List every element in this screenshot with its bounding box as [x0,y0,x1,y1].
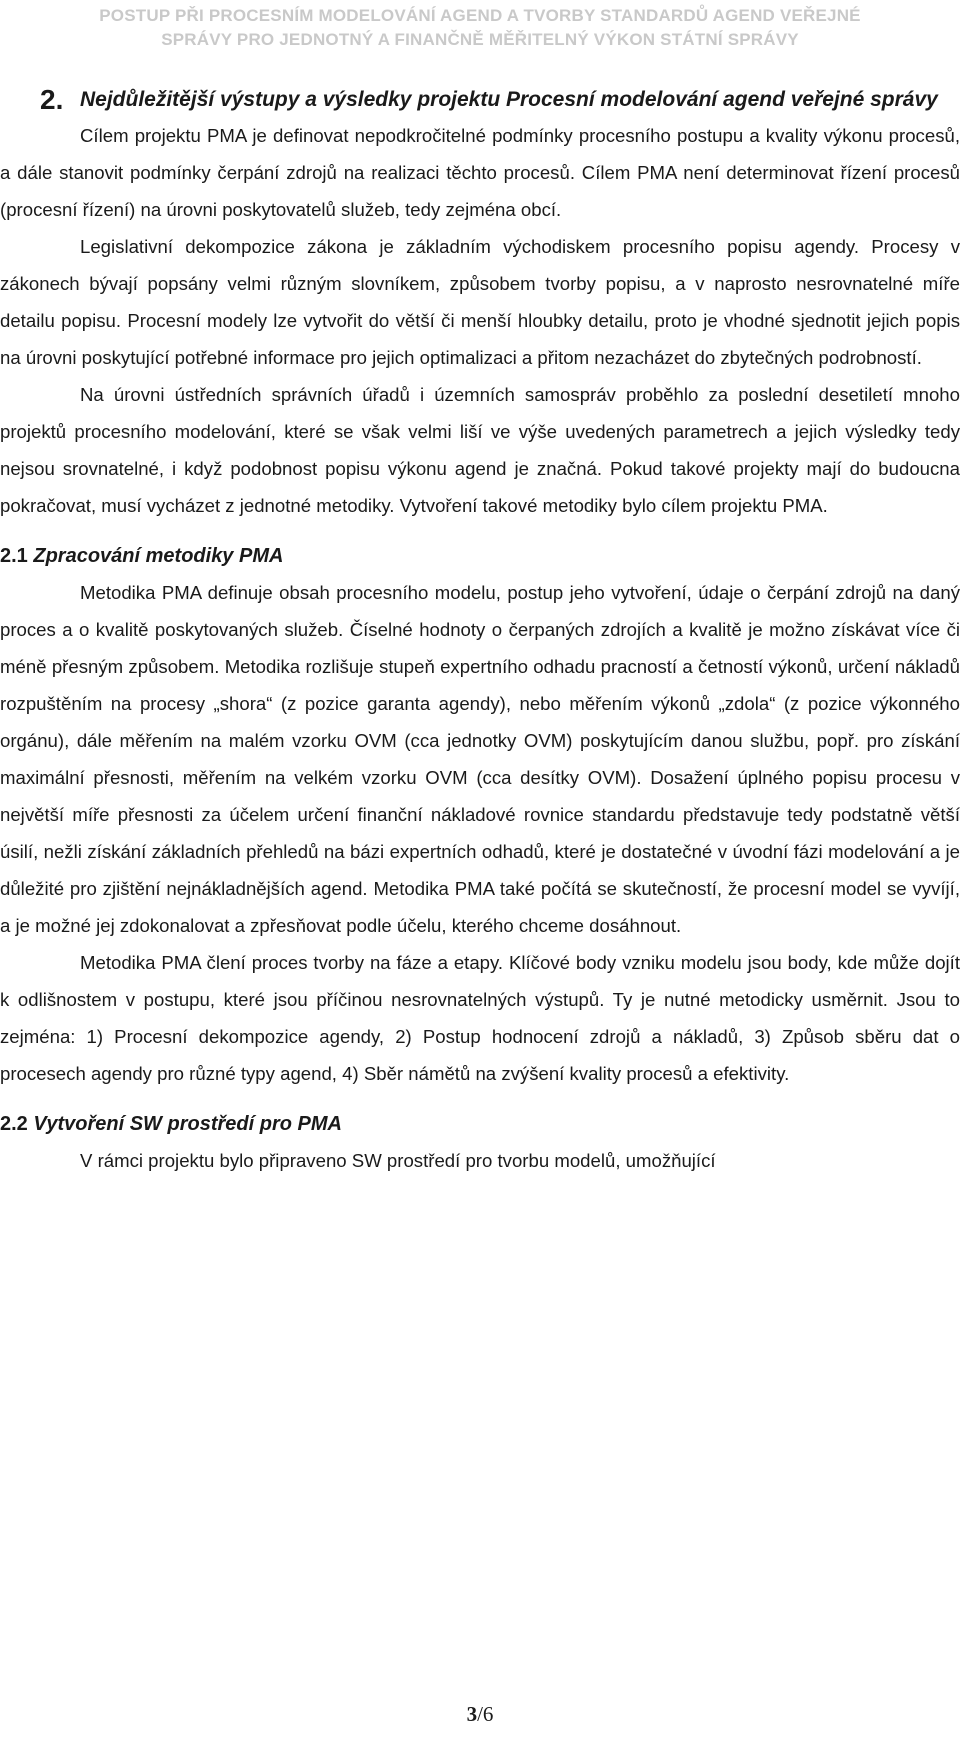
section-2-paragraph-3: Na úrovni ústředních správních úřadů i územních samospráv proběhlo za poslední desetiletí mnoho projektů procesního modelování, které se však velmi liší ve výše uvedených parametrech a jejich výsledky tedy nejsou srovnatelné, i když podobnost popisu výkonu agend je značná. Pokud takové projekty mají do budoucna pokračovat, musí vycházet z jednotné metodiky. Vytvoření takové metodiky bylo cílem projektu PMA. [0,384,960,516]
section-2-1-paragraph-1: Metodika PMA definuje obsah procesního modelu, postup jeho vytvoření, údaje o čerpání zdrojů na daný proces a o kvalitě poskytovaných služeb. Číselné hodnoty o čerpaných zdrojích a kvalitě je možno získávat více či méně přesným způsobem. Metodika rozlišuje stupeň expertního odhadu pracností a četností výkonů, určení nákladů rozpuštěním na procesy „shora“ (z pozice garanta agendy), nebo měřením výkonů „zdola“ (z pozice výkonného orgánu), dále měřením na malém vzorku OVM (cca jednotky OVM) poskytujícím danou službu, popř. pro získání maximální přesnosti, měřením na velkém vzorku OVM (cca desítky OVM). Dosažení úplného popisu procesu v největší míře přesnosti za účelem určení finanční nákladové rovnice standardu představuje tedy podstatně větší úsilí, nežli získání základních přehledů na bázi expertních odhadů, které je dostatečné v úvodní fázi modelování a je důležité pro zjištění nejnákladnějších agend. Metodika PMA také počítá se skutečností, že procesní model se vyvíjí, a je možné jej zdokonalovat a zpřesňovat podle účelu, kterého chceme dosáhnout. [0,582,960,936]
section-2-1-heading [0,538,960,574]
page-number [0,1701,960,1727]
total-pages: /6 [477,1702,494,1726]
current-page-number: 3 [466,1702,478,1726]
section-2-title: Nejdůležitější výstupy a výsledky projektu Procesní modelování agend veřejné správy [80,88,938,111]
document-body [0,82,960,1179]
running-header-line-2: SPRÁVY PRO JEDNOTNÝ A FINANČNĚ MĚŘITELNÝ VÝKON STÁTNÍ SPRÁVY [161,30,799,49]
section-2-1-number: 2.1 [0,545,28,567]
section-2-2-number: 2.2 [0,1113,28,1135]
running-header-line-1: POSTUP PŘI PROCESNÍM MODELOVÁNÍ AGEND A TVORBY STANDARDŮ AGEND VEŘEJNÉ [99,6,861,25]
section-2-1-paragraph-2: Metodika PMA člení proces tvorby na fáze a etapy. Klíčové body vzniku modelu jsou body, kde může dojít k odlišnostem v postupu, které jsou příčinou nesrovnatelných výstupů. Ty je nutné metodicky usměrnit. Jsou to zejména: 1) Procesní dekompozice agendy, 2) Postup hodnocení zdrojů a nákladů, 3) Způsob sběru dat o procesech agendy pro různé typy agend, 4) Sběr námětů na zvýšení kvality procesů a efektivity. [0,952,960,1084]
section-2-paragraph-2: Legislativní dekompozice zákona je základním východiskem procesního popisu agendy. Procesy v zákonech bývají popsány velmi různým slovníkem, způsobem tvorby popisu, a v naprosto nesrovnatelné míře detailu popisu. Procesní modely lze vytvořit do větší či menší hloubky detailu, proto je vhodné sjednotit jejich popis na úrovni poskytující potřebné informace pro jejich optimalizaci a přitom nezacházet do zbytečných podrobností. [0,236,960,368]
section-2-2-paragraph-1: V rámci projektu bylo připraveno SW prostředí pro tvorbu modelů, umožňující [80,1150,716,1171]
running-header [0,4,960,52]
section-2-number: 2. [40,84,64,115]
section-2-paragraph-1: Cílem projektu PMA je definovat nepodkročitelné podmínky procesního postupu a kvality výkonu procesů, a dále stanovit podmínky čerpání zdrojů na realizaci těchto procesů. Cílem PMA není determinovat řízení procesů (procesní řízení) na úrovni poskytovatelů služeb, tedy zejména obcí. [0,125,960,220]
section-2-2-title: Vytvoření SW prostředí pro PMA [33,1113,342,1135]
section-2-2-heading [0,1106,960,1142]
section-2-heading [0,82,960,117]
section-2-1-title: Zpracování metodiky PMA [33,545,284,567]
